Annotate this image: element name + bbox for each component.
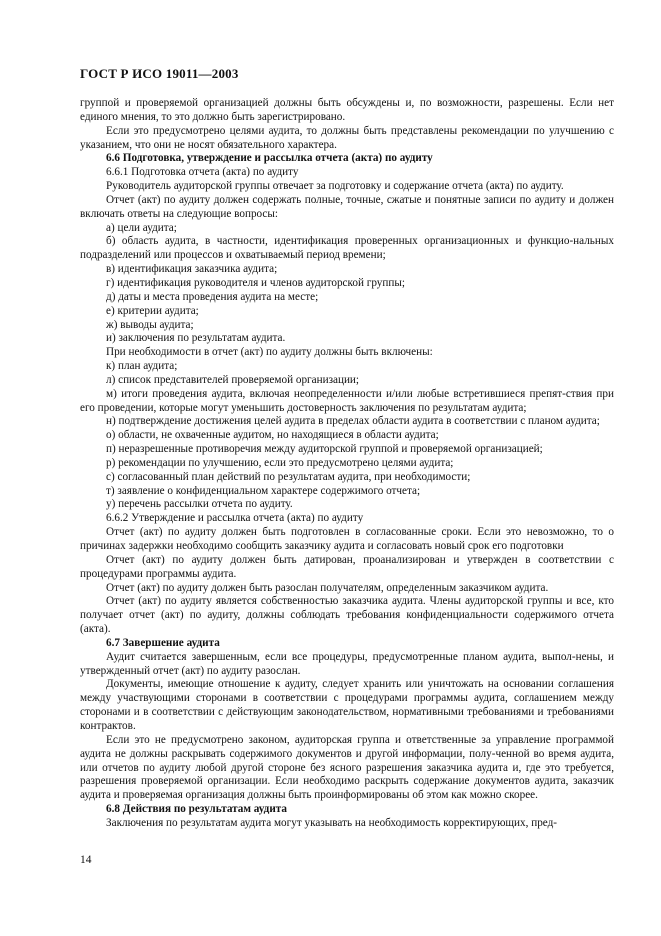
page-header: ГОСТ Р ИСО 19011—2003 <box>80 66 239 81</box>
paragraph: При необходимости в отчет (акт) по аудиту должны быть включены: <box>106 346 433 359</box>
paragraph: Аудит считается завершенным, если все процедуры, предусмотренные планом аудита, выпол-нены, и утвержденный отчет (акт) по аудиту разослан. <box>80 650 614 677</box>
section-heading: 6.6 Подготовка, утверждение и рассылка отчета (акта) по аудиту <box>106 152 433 165</box>
paragraph: р) рекомендации по улучшению, если это предусмотрено целями аудита; <box>106 456 454 469</box>
paragraph: Отчет (акт) по аудиту является собственностью заказчика аудита. Члены аудиторской группы и все, кто получает отчет (акт) по аудиту, должны соблюдать требования конфиденциальности содержимого отчета (акта). <box>80 595 614 636</box>
paragraph: у) перечень рассылки отчета по аудиту. <box>106 498 293 511</box>
section-heading: 6.8 Действия по результатам аудита <box>106 803 288 816</box>
paragraph: б) область аудита, в частности, идентификация проверенных организационных и функцио-нальных подразделений или процессов и охватываемый период времени; <box>80 235 614 262</box>
paragraph: г) идентификация руководителя и членов аудиторской группы; <box>106 276 405 289</box>
paragraph: а) цели аудита; <box>106 221 177 234</box>
paragraph: д) даты и места проведения аудита на месте; <box>106 290 319 303</box>
paragraph: Документы, имеющие отношение к аудиту, следует хранить или уничтожать на основании соглашения между участвующими сторонами в соответствии с процедурами программы аудита, соглашением между сторонами и в соответствии с действующим законодательством, нормативными требованиями и требованиями контрактов. <box>80 678 614 732</box>
paragraph: о) области, не охваченные аудитом, но находящиеся в области аудита; <box>106 429 439 442</box>
paragraph: н) подтверждение достижения целей аудита в пределах области аудита в соответствии с планом аудита; <box>106 415 600 428</box>
paragraph: Если это не предусмотрено законом, аудиторская группа и ответственные за управление программой аудита не должны раскрывать содержимого документов и другой информации, полу-ченной во время аудита, или отчетов по аудиту любой другой стороне без ясного разрешения заказчика аудита и, где это требуется, разрешения проверяемой организации. Если необходимо раскрыть содержание документов аудита, заказчик аудита и проверяемая организация должны быть проинформированы об этом как можно скорее. <box>80 733 614 802</box>
paragraph: и) заключения по результатам аудита. <box>106 332 286 345</box>
paragraph: м) итоги проведения аудита, включая неопределенности и/или любые встретившиеся препят-ствия при его проведении, которые могут уменьшить достоверность заключения по результатам аудита; <box>80 387 614 414</box>
paragraph: Руководитель аудиторской группы отвечает за подготовку и содержание отчета (акта) по аудиту. <box>106 180 564 193</box>
paragraph: п) неразрешенные противоречия между аудиторской группой и проверяемой организацией; <box>106 443 543 456</box>
page-number: 14 <box>80 854 92 866</box>
paragraph: 6.6.2 Утверждение и рассылка отчета (акта) по аудиту <box>106 512 364 525</box>
paragraph: Отчет (акт) по аудиту должен содержать полные, точные, сжатые и понятные записи по аудиту и должен включать ответы на следующие вопросы: <box>80 193 614 220</box>
document-body <box>80 97 614 831</box>
section-heading: 6.7 Завершение аудита <box>106 636 220 649</box>
paragraph: е) критерии аудита; <box>106 304 199 317</box>
paragraph: с) согласованный план действий по результатам аудита, при необходимости; <box>106 470 471 483</box>
paragraph: в) идентификация заказчика аудита; <box>106 263 278 276</box>
paragraph: группой и проверяемой организацией должны быть обсуждены и, по возможности, разрешены. Если нет единого мнения, то это должно быть зарегистрировано. <box>80 97 614 123</box>
paragraph: Отчет (акт) по аудиту должен быть подготовлен в согласованные сроки. Если это невозможно, то о причинах задержки необходимо сообщить заказчику аудита и согласовать новый срок его подготовки <box>80 526 614 552</box>
paragraph: Если это предусмотрено целями аудита, то должны быть представлены рекомендации по улучшению с указанием, что они не носят обязательного характера. <box>80 124 614 151</box>
paragraph: Отчет (акт) по аудиту должен быть датирован, проанализирован и утвержден в соответствии с процедурами программы аудита. <box>80 553 614 580</box>
paragraph: т) заявление о конфиденциальном характере содержимого отчета; <box>106 484 421 497</box>
paragraph: Заключения по результатам аудита могут указывать на необходимость корректирующих, пред- <box>106 816 558 829</box>
paragraph: л) список представителей проверяемой организации; <box>106 373 360 386</box>
paragraph: 6.6.1 Подготовка отчета (акта) по аудиту <box>106 166 299 179</box>
paragraph: Отчет (акт) по аудиту должен быть разослан получателям, определенным заказчиком аудита. <box>106 581 549 594</box>
paragraph: к) план аудита; <box>106 360 178 373</box>
paragraph: ж) выводы аудита; <box>106 318 194 331</box>
